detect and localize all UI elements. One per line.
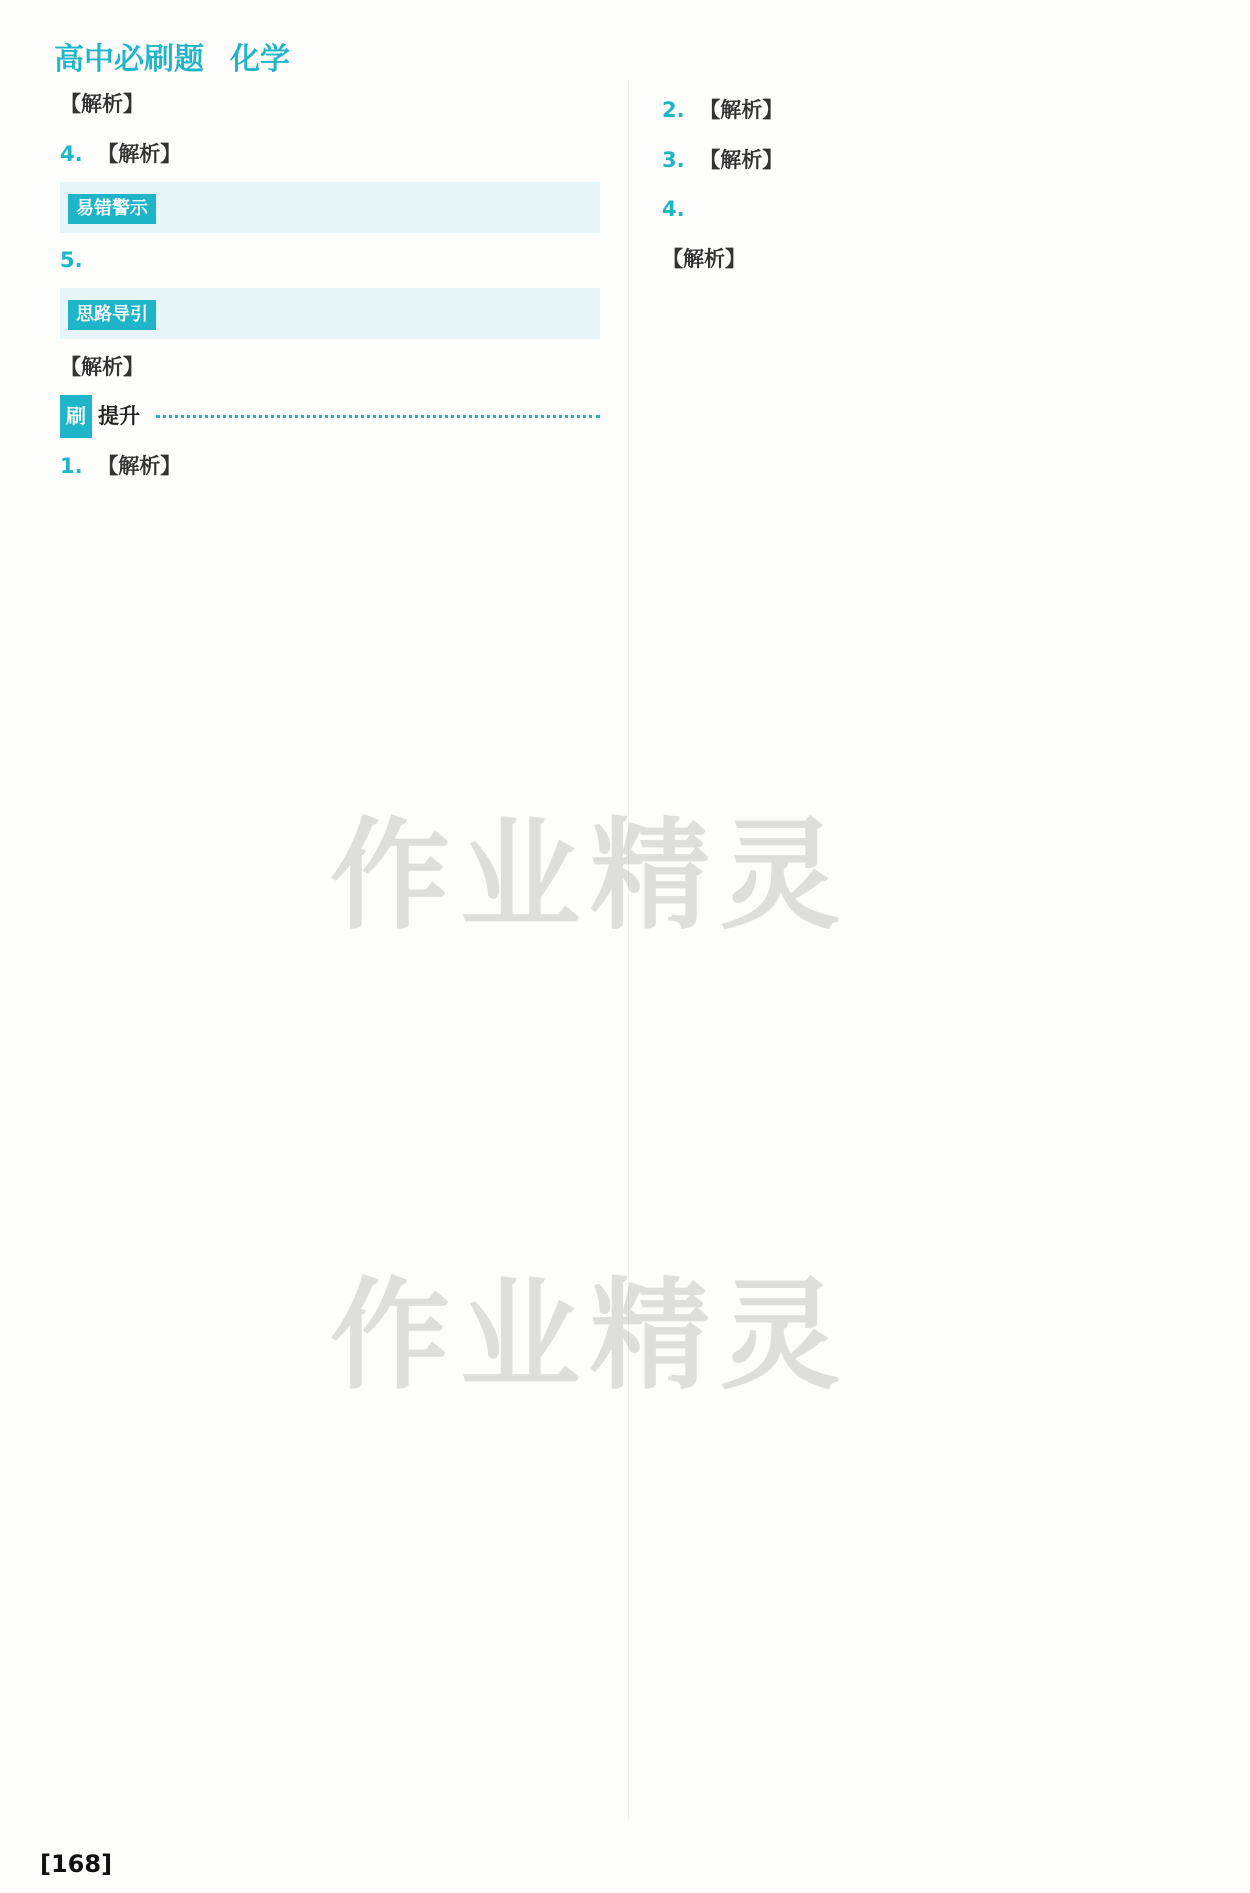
page-header (54, 36, 290, 76)
answer-4: 4. 【解析】 (60, 141, 182, 166)
mistake-warning: 易错警示 (60, 182, 600, 233)
answer-4-analysis: 【解析】 (662, 246, 746, 271)
left-column (60, 82, 600, 494)
right-column (662, 82, 1202, 287)
answer-2-improve: 2. 【解析】 (662, 97, 784, 122)
subject-title: 化学 (230, 42, 290, 77)
watermark-top: 作业精灵 (330, 807, 850, 946)
answer-5: 5. (60, 248, 83, 272)
book-series-title: 高中必刷题 (54, 42, 204, 77)
thinking-guide: 思路导引 (60, 288, 600, 339)
section-improve: 刷 提升 (60, 395, 600, 438)
answer-4-improve: 4. (662, 197, 685, 221)
page-number: [168] (40, 1850, 113, 1878)
answer-5-analysis: 【解析】 (60, 354, 144, 379)
answer-3-improve: 3. 【解析】 (662, 147, 784, 172)
column-divider (628, 80, 629, 1820)
answer-1-improve: 1. 【解析】 (60, 453, 182, 478)
answer-3-continued: 【解析】 (60, 91, 144, 116)
watermark-bottom: 作业精灵 (330, 1267, 850, 1406)
